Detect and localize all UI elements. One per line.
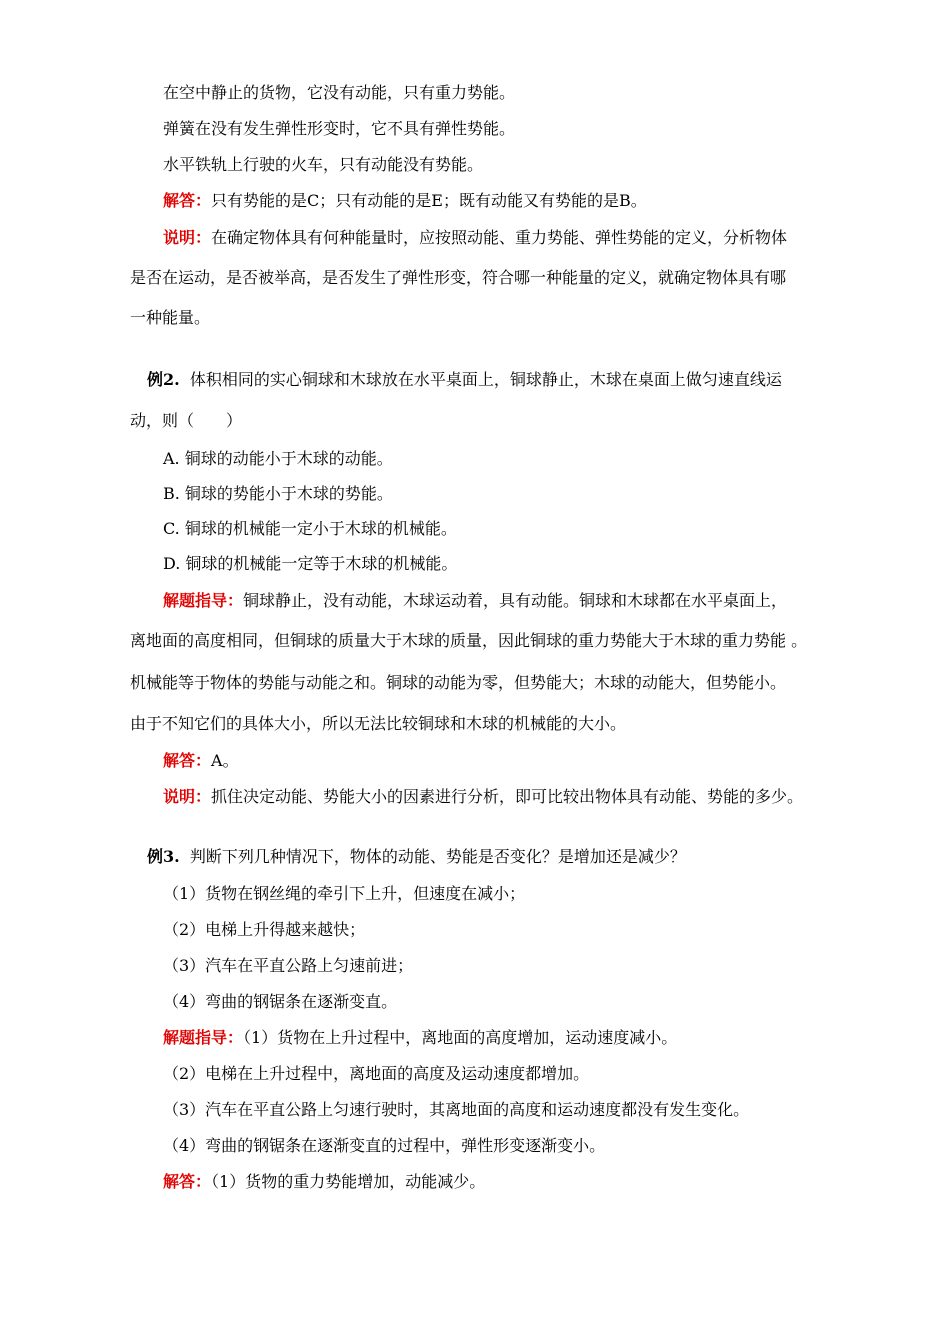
ex2-answer-text: A。 xyxy=(211,751,239,770)
ex1-note-line-1 xyxy=(163,227,787,249)
ex3-item-1: （1）货物在钢丝绳的牵引下上升，但速度在减小； xyxy=(163,884,526,903)
ex3-question xyxy=(147,846,686,868)
ex3-question-text: 判断下列几种情况下，物体的动能、势能是否变化？是增加还是减少？ xyxy=(189,847,686,866)
ex3-guide-line-2: （2）电梯在上升过程中，离地面的高度及运动速度都增加。 xyxy=(163,1064,590,1083)
ex1-answer-text: 只有势能的是C；只有动能的是E；既有动能又有势能的是B。 xyxy=(211,191,647,210)
ex3-guide-label: 解题指导： xyxy=(163,1028,244,1047)
ex2-question-line-2: 动，则（ ） xyxy=(130,411,243,430)
ex2-answer xyxy=(163,750,239,772)
ex1-note-text-1: 在确定物体具有何种能量时，应按照动能、重力势能、弹性势能的定义，分析物体 xyxy=(211,228,788,247)
ex2-note-text: 抓住决定动能、势能大小的因素进行分析，即可比较出物体具有动能、势能的多少。 xyxy=(211,787,804,806)
ex2-option-d: D. 铜球的机械能一定等于木球的机械能。 xyxy=(163,554,458,573)
intro-line-2: 弹簧在没有发生弹性形变时，它不具有弹性势能。 xyxy=(163,119,516,138)
ex3-answer-label: 解答： xyxy=(163,1172,212,1191)
ex3-label: 例3. xyxy=(147,847,180,866)
ex1-answer xyxy=(163,190,647,212)
ex2-label: 例2. xyxy=(147,370,180,389)
ex2-note-label: 说明： xyxy=(163,787,212,806)
ex2-question-line-1 xyxy=(147,369,782,391)
ex2-question-text-1: 体积相同的实心铜球和木球放在水平桌面上，铜球静止，木球在桌面上做匀速直线运 xyxy=(189,370,782,389)
ex1-note-line-2: 是否在运动，是否被举高，是否发生了弹性形变，符合哪一种能量的定义，就确定物体具有哪 xyxy=(130,268,787,287)
ex2-option-a: A. 铜球的动能小于木球的动能。 xyxy=(163,449,393,468)
intro-line-1: 在空中静止的货物，它没有动能，只有重力势能。 xyxy=(163,83,516,102)
ex1-note-label: 说明： xyxy=(163,228,212,247)
ex3-guide-text-1: （1）货物在上升过程中，离地面的高度增加，运动速度减小。 xyxy=(243,1028,678,1047)
ex3-item-3: （3）汽车在平直公路上匀速前进； xyxy=(163,956,414,975)
ex3-item-2: （2）电梯上升得越来越快； xyxy=(163,920,366,939)
ex3-answer xyxy=(163,1171,485,1193)
intro-line-3: 水平铁轨上行驶的火车，只有动能没有势能。 xyxy=(163,155,484,174)
ex2-answer-label: 解答： xyxy=(163,751,212,770)
ex1-answer-label: 解答： xyxy=(163,191,212,210)
ex3-item-4: （4）弯曲的钢锯条在逐渐变直。 xyxy=(163,992,398,1011)
ex2-guide-line-3: 机械能等于物体的势能与动能之和。铜球的动能为零，但势能大；木球的动能大，但势能小。 xyxy=(130,673,787,692)
ex2-option-c: C. 铜球的机械能一定小于木球的机械能。 xyxy=(163,519,457,538)
ex2-guide-text-1: 铜球静止，没有动能，木球运动着，具有动能。铜球和木球都在水平桌面上， xyxy=(243,591,788,610)
ex2-note xyxy=(163,786,803,808)
ex3-guide-line-4: （4）弯曲的钢锯条在逐渐变直的过程中，弹性形变逐渐变小。 xyxy=(163,1136,606,1155)
ex1-note-line-3: 一种能量。 xyxy=(130,308,211,327)
ex2-option-b: B. 铜球的势能小于木球的势能。 xyxy=(163,484,393,503)
ex3-guide-line-3: （3）汽车在平直公路上匀速行驶时，其离地面的高度和运动速度都没有发生变化。 xyxy=(163,1100,750,1119)
ex3-answer-text: （1）货物的重力势能增加，动能减少。 xyxy=(211,1172,486,1191)
ex2-guide-line-4: 由于不知它们的具体大小，所以无法比较铜球和木球的机械能的大小。 xyxy=(130,714,627,733)
ex3-guide-line-1 xyxy=(163,1027,677,1049)
ex2-guide-line-1 xyxy=(163,590,787,612)
ex2-guide-label: 解题指导： xyxy=(163,591,244,610)
ex2-guide-line-2: 离地面的高度相同，但铜球的质量大于木球的质量，因此铜球的重力势能大于木球的重力势能 。 xyxy=(130,631,808,650)
